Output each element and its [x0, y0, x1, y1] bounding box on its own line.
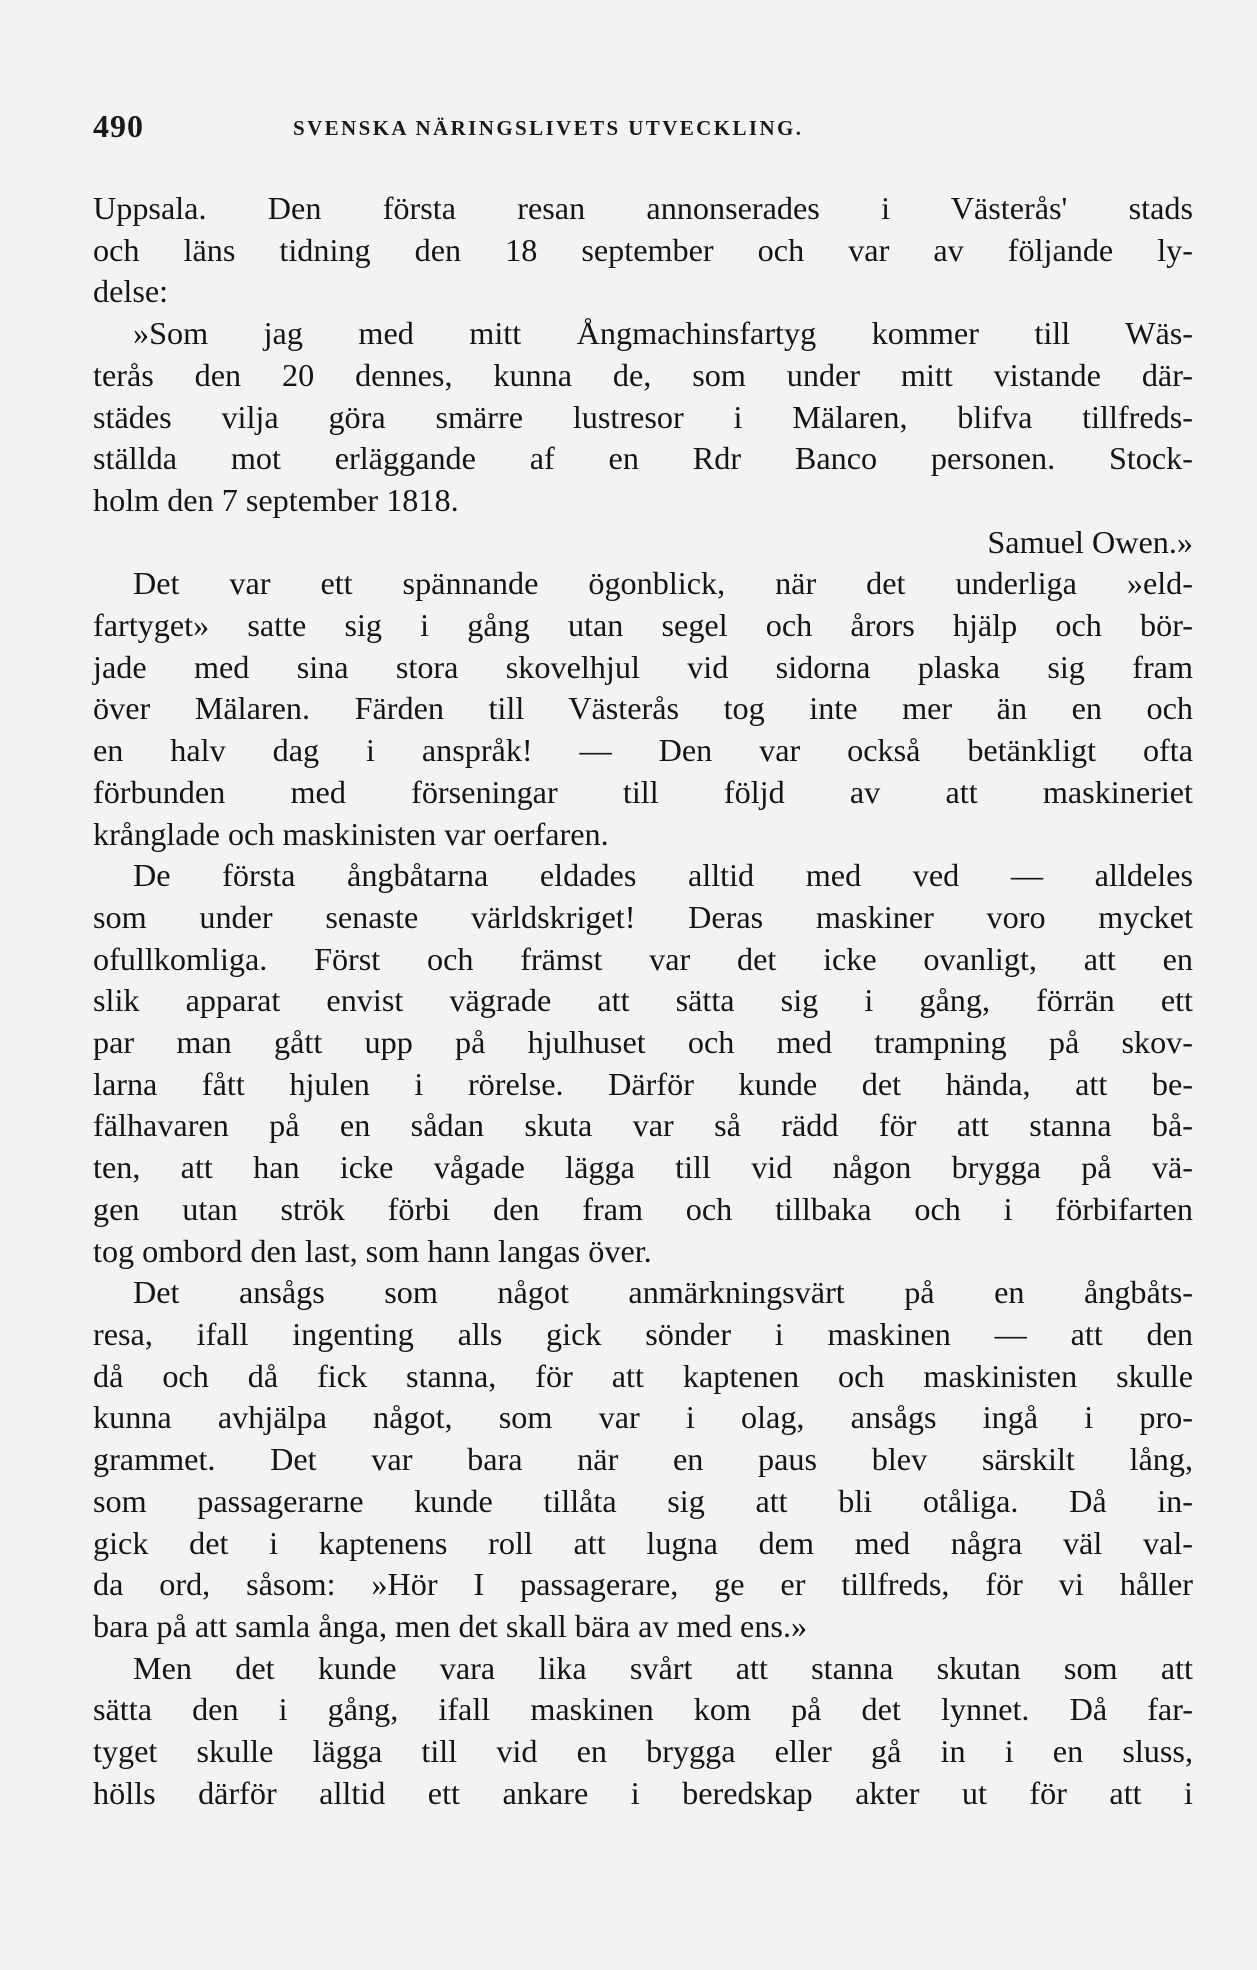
- text-line: Det ansågs som något anmärkningsvärt på en ångbåts-: [133, 1274, 1193, 1311]
- text-line: som under senaste världskriget! Deras maskiner voro mycket: [93, 898, 1193, 935]
- text-line: slik apparat envist vägrade att sätta sig i gång, förrän ett: [93, 982, 1193, 1019]
- text-line: sätta den i gång, ifall maskinen kom på det lynnet. Då far-: [93, 1691, 1193, 1728]
- text-line: De första ångbåtarna eldades alltid med ved — alldeles: [133, 857, 1193, 894]
- text-line: tyget skulle lägga till vid en brygga eller gå in i en sluss,: [93, 1733, 1193, 1770]
- text-line: jade med sina stora skovelhjul vid sidorna plaska sig fram: [93, 648, 1193, 685]
- text-line: gick det i kaptenens roll att lugna dem med några väl val-: [93, 1524, 1193, 1561]
- text-line: över Mälaren. Färden till Västerås tog inte mer än en och: [93, 690, 1193, 727]
- text-line: Det var ett spännande ögonblick, när det underliga »eld-: [133, 565, 1193, 602]
- text-line: och läns tidning den 18 september och var av följande ly-: [93, 231, 1193, 268]
- text-line: kunna avhjälpa något, som var i olag, ansågs ingå i pro-: [93, 1399, 1193, 1436]
- page-header: [93, 108, 1193, 154]
- text-line: holm den 7 september 1818.: [93, 481, 459, 518]
- running-title: SVENSKA NÄRINGSLIVETS UTVECKLING.: [293, 116, 804, 140]
- text-line: grammet. Det var bara när en paus blev särskilt lång,: [93, 1441, 1193, 1478]
- text-line: en halv dag i anspråk! — Den var också betänkligt ofta: [93, 732, 1193, 769]
- text-line: larna fått hjulen i rörelse. Därför kunde det hända, att be-: [93, 1065, 1193, 1102]
- text-line: Uppsala. Den första resan annonserades i Västerås' stads: [93, 190, 1193, 226]
- text-line: Men det kunde vara lika svårt att stanna skutan som att: [133, 1649, 1193, 1686]
- text-line: fälhavaren på en sådan skuta var så rädd för att stanna bå-: [93, 1107, 1193, 1144]
- page-number: 490: [93, 108, 144, 144]
- text-line: krånglade och maskinisten var oerfaren.: [93, 815, 609, 852]
- text-line: bara på att samla ånga, men det skall bära av med ens.»: [93, 1607, 808, 1644]
- signature-line: Samuel Owen.»: [987, 523, 1193, 560]
- text-line: da ord, såsom: »Hör I passagerare, ge er tillfreds, för vi håller: [93, 1566, 1193, 1603]
- text-line: då och då fick stanna, för att kaptenen och maskinisten skulle: [93, 1357, 1193, 1394]
- text-line: delse:: [93, 273, 169, 310]
- text-line: ställda mot erläggande af en Rdr Banco personen. Stock-: [93, 440, 1193, 477]
- text-line: terås den 20 dennes, kunna de, som under mitt vistande där-: [93, 356, 1193, 393]
- text-line: förbunden med förseningar till följd av att maskineriet: [93, 773, 1193, 810]
- text-line: par man gått upp på hjulhuset och med trampning på skov-: [93, 1024, 1193, 1061]
- text-line: resa, ifall ingenting alls gick sönder i maskinen — att den: [93, 1315, 1193, 1352]
- body-text: [93, 188, 1193, 1814]
- text-line: gen utan strök förbi den fram och tillbaka och i förbifarten: [93, 1190, 1193, 1227]
- text-line: ofullkomliga. Först och främst var det icke ovanligt, att en: [93, 940, 1193, 977]
- text-line: som passagerarne kunde tillåta sig att bli otåliga. Då in-: [93, 1482, 1193, 1519]
- text-line: »Som jag med mitt Ångmachinsfartyg kommer till Wäs-: [133, 315, 1193, 352]
- text-line: städes vilja göra smärre lustresor i Mälaren, blifva tillfreds-: [93, 398, 1193, 435]
- text-line: tog ombord den last, som hann langas över.: [93, 1232, 652, 1269]
- text-line: hölls därför alltid ett ankare i beredskap akter ut för att i: [93, 1774, 1193, 1811]
- text-line: fartyget» satte sig i gång utan segel och årors hjälp och bör-: [93, 607, 1193, 644]
- text-line: ten, att han icke vågade lägga till vid någon brygga på vä-: [93, 1149, 1193, 1186]
